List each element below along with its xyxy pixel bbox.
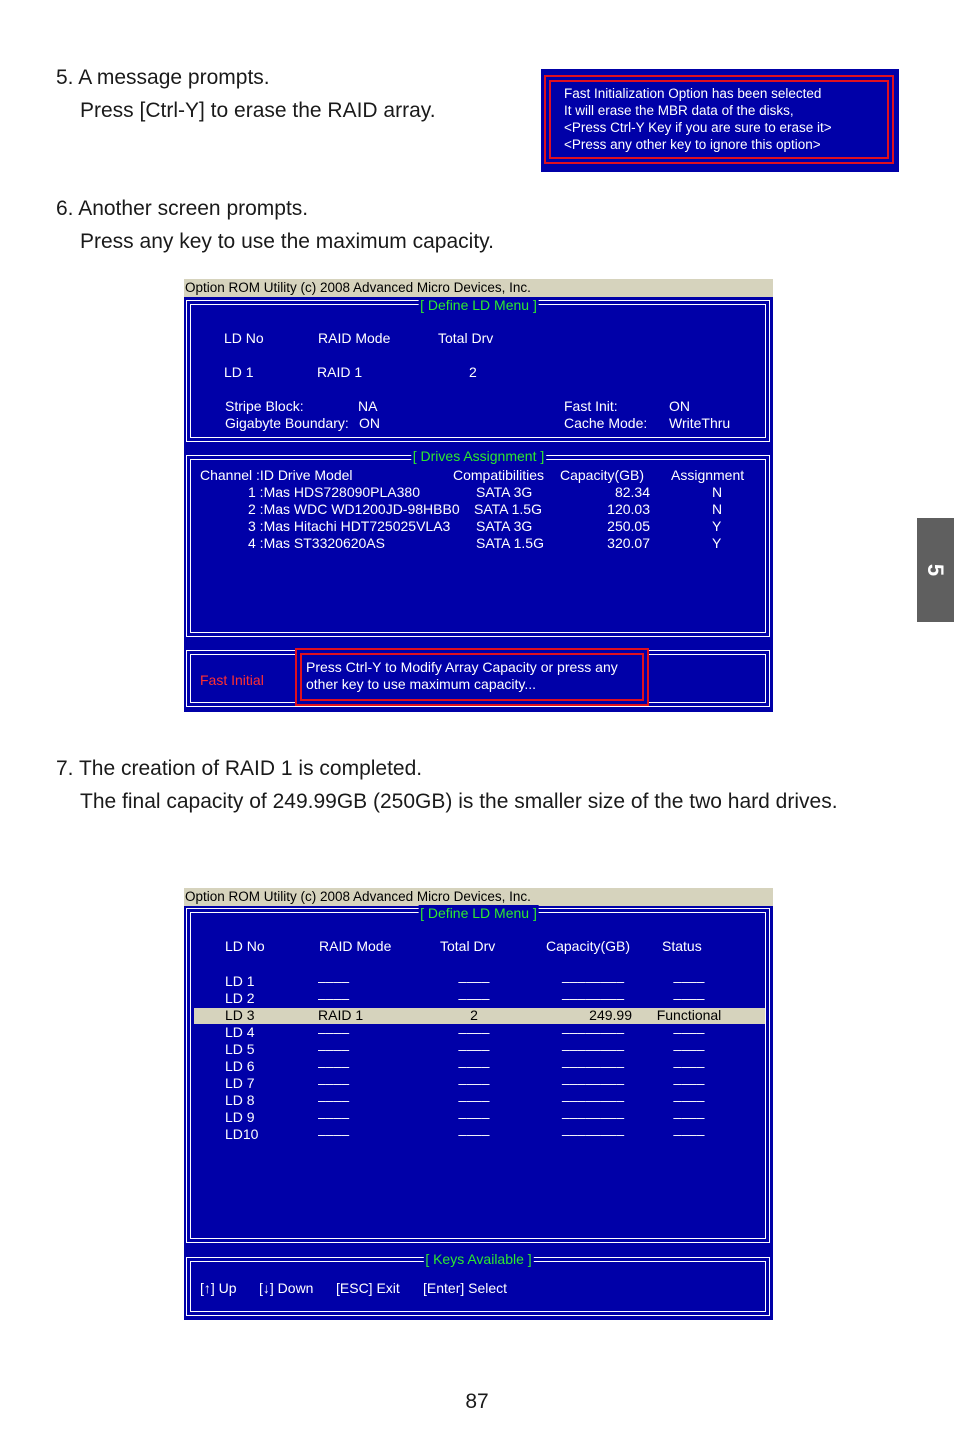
step6-line1: 6. Another screen prompts. [56,197,309,220]
drv-hdr-assignment: Assignment [671,467,745,483]
drv-hdr-compat: Compatibilities [453,467,545,483]
message-line-4: <Press any other key to ignore this option> [564,137,821,152]
ld-cell: LD 1 [225,973,255,989]
raid-mode-cell: –––– [318,990,350,1006]
capacity-cell: 249.99 [589,1007,632,1023]
drive-3-compat: SATA 3G [476,518,533,534]
raid-mode-cell: RAID 1 [318,1007,364,1023]
drive-1-assignment[interactable]: N [712,484,723,500]
key-esc-exit[interactable]: [ESC] Exit [336,1280,400,1296]
gigabyte-boundary-label: Gigabyte Boundary: [225,415,349,431]
status-cell: –––– [673,1092,705,1108]
drv-hdr-capacity: Capacity(GB) [560,467,645,483]
total-drv-cell: –––– [458,990,490,1006]
fast-init-label: Fast Init: [564,398,618,414]
status-cell: –––– [673,1024,705,1040]
status-cell: –––– [673,990,705,1006]
capacity-cell: –––––––– [561,990,625,1006]
stripe-block-label: Stripe Block: [225,398,304,414]
ld-cell: LD 9 [225,1109,255,1125]
define-ld-legend: [ Define LD Menu ] [420,297,537,313]
define-ld-screen [184,279,773,712]
drive-row-2[interactable]: 2 :Mas WDC WD1200JD-98HBB0 [248,501,460,517]
hdr-ld-no: LD No [224,330,264,346]
drive-1-capacity: 82.34 [614,484,650,500]
capacity-cell: –––––––– [561,1024,625,1040]
drives-assignment-legend: [ Drives Assignment ] [412,448,545,464]
capacity-cell: –––––––– [561,1109,625,1125]
key-up[interactable]: [↑] Up [200,1280,237,1296]
capacity-cell: –––––––– [561,1058,625,1074]
total-drv-cell: –––– [458,1075,490,1091]
message-line-1: Fast Initialization Option has been selected [564,86,822,101]
raid-mode-cell: –––– [318,1041,350,1057]
ld-cell: LD 7 [225,1075,255,1091]
drive-3-assignment[interactable]: Y [712,518,722,534]
step7-line1: 7. The creation of RAID 1 is completed. [56,757,423,780]
raid-mode-cell: –––– [318,1058,350,1074]
drv-hdr-channel: Channel :ID Drive Model [200,467,353,483]
chapter-tab [917,518,954,622]
status-cell: –––– [673,1126,705,1142]
key-enter-select[interactable]: [Enter] Select [423,1280,508,1296]
step5-line1: 5. A message prompts. [56,66,270,89]
capacity-cell: –––––––– [561,1092,625,1108]
hdr-status: Status [662,938,702,954]
drive-2-assignment[interactable]: N [712,501,723,517]
ld-number[interactable]: LD 1 [224,364,254,380]
cache-mode-value[interactable]: WriteThru [669,415,731,431]
capacity-prompt-line-2: other key to use maximum capacity... [306,676,537,692]
page-number: 87 [465,1390,489,1413]
ld-cell: LD 3 [225,1007,255,1023]
total-drv-cell: –––– [458,1109,490,1125]
ld-cell: LD 6 [225,1058,255,1074]
status-cell: –––– [673,973,705,989]
key-down[interactable]: [↓] Down [259,1280,314,1296]
hdr-ld-no: LD No [225,938,265,954]
cache-mode-label: Cache Mode: [564,415,648,431]
drive-row-4[interactable]: 4 :Mas ST3320620AS [248,535,385,551]
capacity-cell: –––––––– [561,1041,625,1057]
gigabyte-boundary-value[interactable]: ON [359,415,380,431]
drive-4-assignment[interactable]: Y [712,535,722,551]
drive-4-capacity: 320.07 [607,535,650,551]
capacity-prompt-line-1: Press Ctrl-Y to Modify Array Capacity or press any [306,659,618,675]
raid-mode-cell: –––– [318,1126,350,1142]
drive-3-capacity: 250.05 [607,518,650,534]
raid-mode-cell: –––– [318,1109,350,1125]
total-drv-cell: –––– [458,1024,490,1040]
stripe-block-value[interactable]: NA [358,398,378,414]
message-line-3: <Press Ctrl-Y Key if you are sure to erase it> [564,120,832,135]
raid-mode-cell: –––– [318,1075,350,1091]
drive-row-1[interactable]: 1 :Mas HDS728090PLA380 [248,484,420,500]
total-drv-cell: –––– [458,1058,490,1074]
step7-line2: The final capacity of 249.99GB (250GB) is the smaller size of the two hard drives. [80,790,838,813]
screen2-title-bar: Option ROM Utility (c) 2008 Advanced Micro Devices, Inc. [184,888,773,906]
raid-mode-cell: –––– [318,1092,350,1108]
ld-cell: LD10 [225,1126,259,1142]
drive-2-capacity: 120.03 [607,501,650,517]
raid-mode-value[interactable]: RAID 1 [317,364,363,380]
drive-row-3[interactable]: 3 :Mas Hitachi HDT725025VLA3 [248,518,451,534]
hdr-raid-mode: RAID Mode [318,330,391,346]
screen1-title-bar: Option ROM Utility (c) 2008 Advanced Micro Devices, Inc. [184,279,773,297]
fast-init-message-box [541,69,899,172]
total-drv-cell: –––– [458,973,490,989]
hdr-total-drv: Total Drv [438,330,494,346]
ld-cell: LD 8 [225,1092,255,1108]
ld-cell: LD 2 [225,990,255,1006]
chapter-number: 5 [923,563,949,577]
status-cell: –––– [673,1058,705,1074]
ld-list-screen [184,888,773,1320]
fast-init-value[interactable]: ON [669,398,690,414]
keys-legend: [ Keys Available ] [425,1251,532,1267]
step5-line2: Press [Ctrl-Y] to erase the RAID array. [80,99,436,122]
raid-mode-cell: –––– [318,973,350,989]
status-cell: –––– [673,1109,705,1125]
total-drv-cell: –––– [458,1041,490,1057]
total-drv-value[interactable]: 2 [469,364,477,380]
total-drv-cell: –––– [458,1126,490,1142]
message-line-2: It will erase the MBR data of the disks, [564,103,794,118]
hdr-total-drv: Total Drv [440,938,496,954]
fast-initial-label: Fast Initial [200,672,264,688]
status-cell: –––– [673,1041,705,1057]
status-cell: Functional [656,1007,722,1023]
drive-2-compat: SATA 1.5G [474,501,542,517]
total-drv-cell: –––– [458,1092,490,1108]
raid-mode-cell: –––– [318,1024,350,1040]
ld-cell: LD 4 [225,1024,255,1040]
drive-4-compat: SATA 1.5G [476,535,544,551]
step6-line2: Press any key to use the maximum capacity. [80,230,494,253]
drive-1-compat: SATA 3G [476,484,533,500]
capacity-cell: –––––––– [561,1126,625,1142]
hdr-capacity: Capacity(GB) [546,938,631,954]
capacity-cell: –––––––– [561,1075,625,1091]
capacity-cell: –––––––– [561,973,625,989]
ld-list-legend: [ Define LD Menu ] [420,905,537,921]
ld-cell: LD 5 [225,1041,255,1057]
hdr-raid-mode: RAID Mode [319,938,392,954]
total-drv-cell: 2 [470,1007,478,1023]
status-cell: –––– [673,1075,705,1091]
